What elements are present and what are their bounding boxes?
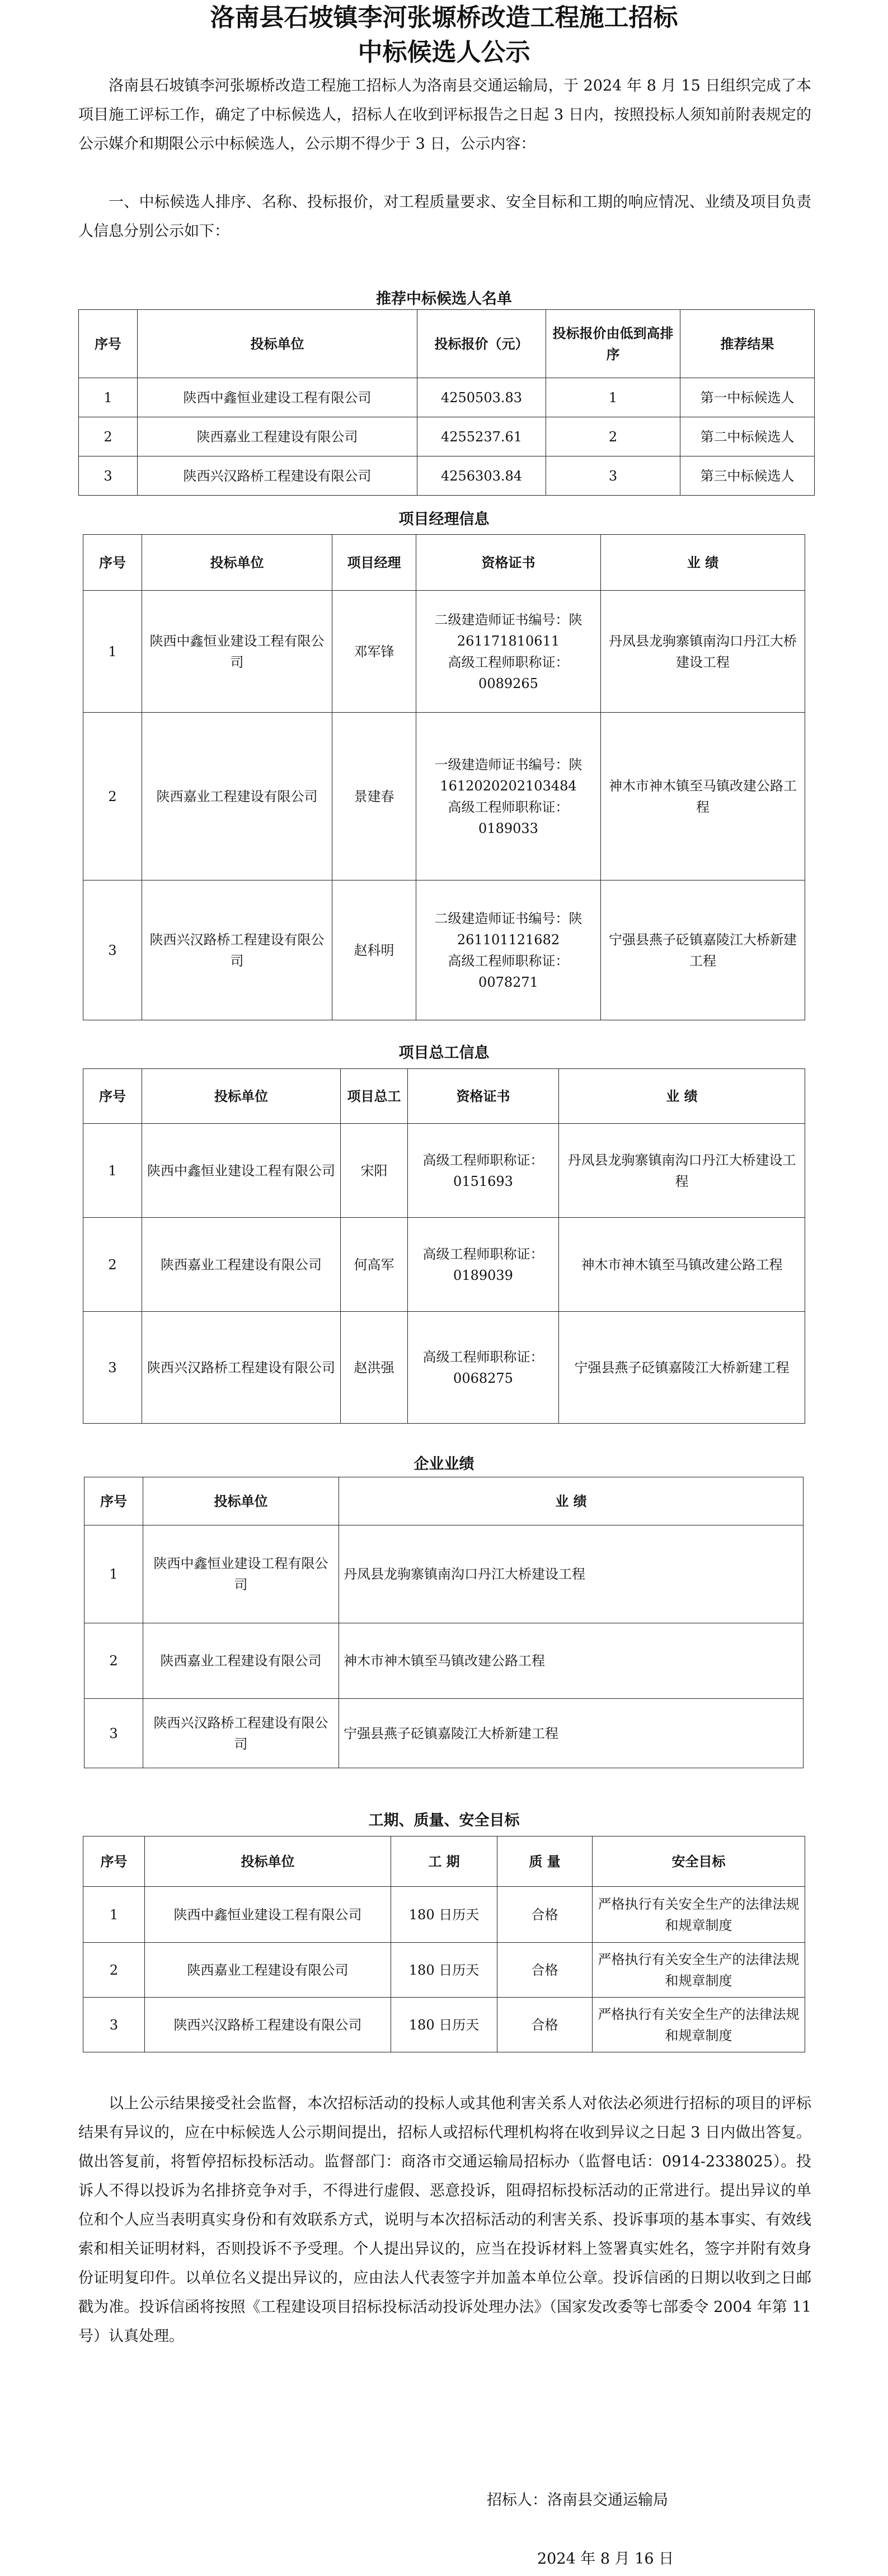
table-row bbox=[79, 456, 815, 496]
t3-cell: 高级工程师职称证：0151693 bbox=[408, 1124, 559, 1218]
t3-cell: 丹凤县龙驹寨镇南沟口丹江大桥建设工程 bbox=[559, 1124, 805, 1218]
t4-cell: 2 bbox=[84, 1623, 143, 1699]
page-title: 洛南县石坡镇李河张塬桥改造工程施工招标 bbox=[210, 3, 678, 32]
table-row bbox=[83, 1887, 805, 1943]
t2-header: 投标单位 bbox=[142, 535, 332, 591]
t4-cell: 神木市神木镇至马镇改建公路工程 bbox=[339, 1623, 804, 1699]
signer-line: 招标人：洛南县交通运输局 bbox=[487, 2492, 668, 2509]
t5-cell: 合格 bbox=[497, 1998, 593, 2052]
table2-caption: 项目经理信息 bbox=[398, 511, 490, 528]
t1-cell: 3 bbox=[79, 456, 138, 496]
t2-header: 序号 bbox=[83, 535, 142, 591]
t2-cell: 2 bbox=[83, 713, 142, 880]
item1-paragraph: 一、中标候选人排序、名称、投标报价，对工程质量要求、安全目标和工期的响应情况、业绩及项目负责人信息分别公示如下： bbox=[78, 194, 811, 240]
t1-cell: 陕西中鑫恒业建设工程有限公司 bbox=[138, 378, 417, 417]
t2-header: 资格证书 bbox=[416, 535, 601, 591]
table-row bbox=[79, 417, 815, 456]
t1-header: 投标报价（元） bbox=[417, 310, 546, 378]
table-row bbox=[83, 1218, 805, 1312]
t3-header: 资格证书 bbox=[408, 1069, 559, 1124]
table-row bbox=[84, 1525, 804, 1623]
table3-caption: 项目总工信息 bbox=[398, 1044, 490, 1062]
t1-cell: 第一中标候选人 bbox=[680, 378, 815, 417]
t5-cell: 陕西兴汉路桥工程建设有限公司 bbox=[145, 1998, 391, 2052]
schedule-quality-safety-table bbox=[83, 1836, 805, 2052]
t4-cell: 丹凤县龙驹寨镇南沟口丹江大桥建设工程 bbox=[339, 1525, 804, 1623]
date-line: 2024 年 8 月 16 日 bbox=[537, 2550, 674, 2568]
t3-cell: 何高军 bbox=[341, 1218, 408, 1312]
t4-cell: 陕西兴汉路桥工程建设有限公司 bbox=[143, 1699, 339, 1768]
t4-header: 投标单位 bbox=[143, 1477, 339, 1525]
t2-cell: 赵科明 bbox=[332, 880, 416, 1020]
t1-header: 推荐结果 bbox=[680, 310, 815, 378]
table-row bbox=[84, 1623, 804, 1699]
table4-caption: 企业业绩 bbox=[414, 1456, 474, 1473]
t3-cell: 陕西兴汉路桥工程建设有限公司 bbox=[142, 1312, 341, 1424]
t4-header: 业 绩 bbox=[339, 1477, 804, 1525]
t1-header: 投标单位 bbox=[138, 310, 417, 378]
t2-cell: 邓军锋 bbox=[332, 591, 416, 713]
t3-cell: 高级工程师职称证：0068275 bbox=[408, 1312, 559, 1424]
t3-cell: 高级工程师职称证：0189039 bbox=[408, 1218, 559, 1312]
t3-cell: 陕西中鑫恒业建设工程有限公司 bbox=[142, 1124, 341, 1218]
t3-header: 投标单位 bbox=[142, 1069, 341, 1124]
t1-cell: 3 bbox=[546, 456, 680, 496]
t5-cell: 陕西中鑫恒业建设工程有限公司 bbox=[145, 1887, 391, 1943]
t1-cell: 陕西嘉业工程建设有限公司 bbox=[138, 417, 417, 456]
t5-cell: 2 bbox=[83, 1943, 145, 1998]
t4-cell: 陕西中鑫恒业建设工程有限公司 bbox=[143, 1525, 339, 1623]
t5-cell: 180 日历天 bbox=[391, 1998, 497, 2052]
t5-header: 投标单位 bbox=[145, 1836, 391, 1887]
t3-cell: 3 bbox=[83, 1312, 142, 1424]
t5-header: 质 量 bbox=[497, 1836, 593, 1887]
t1-cell: 陕西兴汉路桥工程建设有限公司 bbox=[138, 456, 417, 496]
t5-cell: 1 bbox=[83, 1887, 145, 1943]
company-performance-table bbox=[84, 1477, 804, 1768]
t4-header: 序号 bbox=[84, 1477, 143, 1525]
table5-caption: 工期、质量、安全目标 bbox=[368, 1812, 520, 1829]
t3-header: 项目总工 bbox=[341, 1069, 408, 1124]
table-row bbox=[83, 713, 805, 880]
t1-cell: 第二中标候选人 bbox=[680, 417, 815, 456]
table1-caption: 推荐中标候选人名单 bbox=[376, 290, 512, 308]
t1-header: 投标报价由低到高排序 bbox=[546, 310, 680, 378]
t5-cell: 180 日历天 bbox=[391, 1943, 497, 1998]
t2-cell: 神木市神木镇至马镇改建公路工程 bbox=[601, 713, 805, 880]
t1-cell: 1 bbox=[79, 378, 138, 417]
project-manager-table bbox=[83, 534, 805, 1020]
table-row bbox=[83, 1998, 805, 2052]
closing-paragraph: 以上公示结果接受社会监督，本次招标活动的投标人或其他利害关系人对依法必须进行招标的项目的评标结果有异议的，应在中标候选人公示期间提出，招标人或招标代理机构将在收到异议之日起 3 日内做出答复。做出答复前，将暂停招标投标活动。监督部门：商洛市交通运输局招标办（监督电话：0914-2338025）。投诉人不得以投诉为名排挤竞争对手，不得进行虚假、恶意投诉，阻碍招标投标活动的正常进行。提出异议的单位和个人应当表明真实身份和有效联系方式，说明与本次招标活动的利害关系、投诉事项的基本事实、有效线索和相关证明材料，否则投诉不予受理。个人提出异议的，应当在投诉材料上签署真实姓名，签字并附有效身份证明复印件。以单位名义提出异议的，应由法人代表签字并加盖本单位公章。投诉信函的日期以收到之日邮戳为准。投诉信函将按照《工程建设项目招标投标活动投诉处理办法》（国家发改委等七部委令 2004 年第 11 号）认真处理。 bbox=[78, 2095, 811, 2345]
table-row bbox=[83, 1312, 805, 1424]
t2-cell: 二级建造师证书编号：陕 261171810611 高级工程师职称证：0089265 bbox=[416, 591, 601, 713]
t2-cell: 陕西兴汉路桥工程建设有限公司 bbox=[142, 880, 332, 1020]
t2-header: 项目经理 bbox=[332, 535, 416, 591]
t2-cell: 二级建造师证书编号：陕 261101121682 高级工程师职称证：0078271 bbox=[416, 880, 601, 1020]
table-row bbox=[83, 1124, 805, 1218]
t5-cell: 合格 bbox=[497, 1887, 593, 1943]
t4-cell: 1 bbox=[84, 1525, 143, 1623]
t3-cell: 2 bbox=[83, 1218, 142, 1312]
t3-cell: 陕西嘉业工程建设有限公司 bbox=[142, 1218, 341, 1312]
t2-cell: 陕西中鑫恒业建设工程有限公司 bbox=[142, 591, 332, 713]
t1-cell: 2 bbox=[546, 417, 680, 456]
intro-paragraph: 洛南县石坡镇李河张塬桥改造工程施工招标人为洛南县交通运输局，于 2024 年 8 月 15 日组织完成了本项目施工评标工作，确定了中标候选人，招标人在收到评标报告之日起 3 日内，按照投标人须知前附表规定的公示媒介和期限公示中标候选人，公示期不得少于 3 日，公示内容： bbox=[78, 77, 811, 153]
t2-cell: 一级建造师证书编号：陕 1612020202103484 高级工程师职称证：0189033 bbox=[416, 713, 601, 880]
table-row bbox=[83, 591, 805, 713]
t3-header: 序号 bbox=[83, 1069, 142, 1124]
t1-header: 序号 bbox=[79, 310, 138, 378]
t1-cell: 4256303.84 bbox=[417, 456, 546, 496]
t4-cell: 3 bbox=[84, 1699, 143, 1768]
t5-cell: 3 bbox=[83, 1998, 145, 2052]
t2-cell: 1 bbox=[83, 591, 142, 713]
t1-cell: 2 bbox=[79, 417, 138, 456]
t5-header: 工 期 bbox=[391, 1836, 497, 1887]
t3-cell: 1 bbox=[83, 1124, 142, 1218]
t5-cell: 严格执行有关安全生产的法律法规和规章制度 bbox=[593, 1943, 805, 1998]
t3-cell: 宁强县燕子砭镇嘉陵江大桥新建工程 bbox=[559, 1312, 805, 1424]
t5-cell: 陕西嘉业工程建设有限公司 bbox=[145, 1943, 391, 1998]
t2-cell: 陕西嘉业工程建设有限公司 bbox=[142, 713, 332, 880]
t5-cell: 严格执行有关安全生产的法律法规和规章制度 bbox=[593, 1998, 805, 2052]
t2-cell: 景建春 bbox=[332, 713, 416, 880]
t1-cell: 1 bbox=[546, 378, 680, 417]
table-row bbox=[83, 1943, 805, 1998]
t5-header: 安全目标 bbox=[593, 1836, 805, 1887]
table-row bbox=[79, 378, 815, 417]
t5-header: 序号 bbox=[83, 1836, 145, 1887]
table-row bbox=[83, 880, 805, 1020]
t2-cell: 丹凤县龙驹寨镇南沟口丹江大桥建设工程 bbox=[601, 591, 805, 713]
t2-cell: 宁强县燕子砭镇嘉陵江大桥新建工程 bbox=[601, 880, 805, 1020]
t1-cell: 4250503.83 bbox=[417, 378, 546, 417]
t5-cell: 合格 bbox=[497, 1943, 593, 1998]
t3-header: 业 绩 bbox=[559, 1069, 805, 1124]
t4-cell: 宁强县燕子砭镇嘉陵江大桥新建工程 bbox=[339, 1699, 804, 1768]
t5-cell: 严格执行有关安全生产的法律法规和规章制度 bbox=[593, 1887, 805, 1943]
t1-cell: 第三中标候选人 bbox=[680, 456, 815, 496]
table-row bbox=[84, 1699, 804, 1768]
t3-cell: 赵洪强 bbox=[341, 1312, 408, 1424]
t3-cell: 宋阳 bbox=[341, 1124, 408, 1218]
t2-header: 业 绩 bbox=[601, 535, 805, 591]
page-subtitle: 中标候选人公示 bbox=[358, 38, 530, 67]
t2-cell: 3 bbox=[83, 880, 142, 1020]
t1-cell: 4255237.61 bbox=[417, 417, 546, 456]
chief-engineer-table bbox=[83, 1068, 805, 1424]
t3-cell: 神木市神木镇至马镇改建公路工程 bbox=[559, 1218, 805, 1312]
t4-cell: 陕西嘉业工程建设有限公司 bbox=[143, 1623, 339, 1699]
t5-cell: 180 日历天 bbox=[391, 1887, 497, 1943]
recommended-candidates-table bbox=[78, 309, 815, 496]
